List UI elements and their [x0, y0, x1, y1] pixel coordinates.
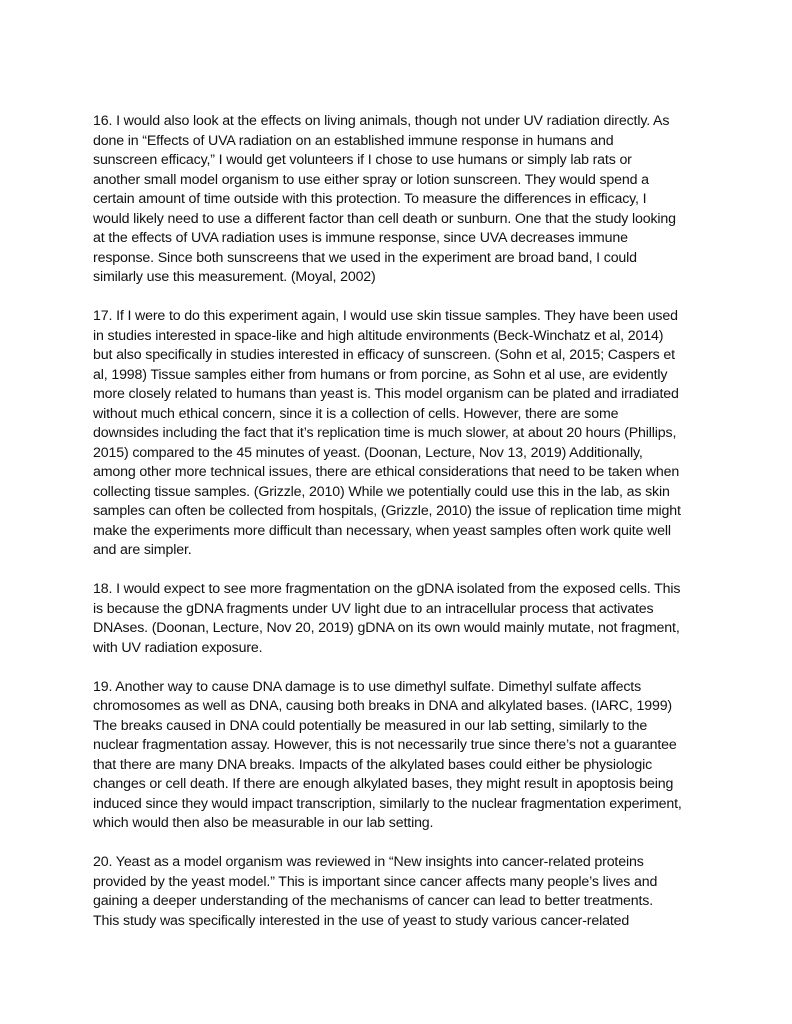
- text-line: another small model organism to use either spray or lotion sunscreen. They would spend a: [93, 171, 649, 188]
- paragraph-19: [93, 678, 713, 834]
- text-line: more closely related to humans than yeast is. This model organism can be plated and irradiated: [93, 386, 679, 402]
- text-line: without much ethical concern, since it is a collection of cells. However, there are some: [93, 405, 619, 422]
- paragraph-16: [93, 112, 713, 288]
- paragraph-18: [93, 580, 713, 658]
- text-line: 16. I would also look at the effects on living animals, though not under UV radiation directly. As: [93, 113, 670, 129]
- text-line: The breaks caused in DNA could potentially be measured in our lab setting, similarly to the: [93, 717, 648, 734]
- text-line: induced since they would impact transcription, similarly to the nuclear fragmentation experiment,: [93, 795, 682, 812]
- text-line: that there are many DNA breaks. Impacts of the alkylated bases could either be physiologic: [93, 756, 653, 773]
- text-line: and are simpler.: [93, 542, 192, 558]
- text-line: with UV radiation exposure.: [93, 639, 263, 656]
- text-line: DNAses. (Doonan, Lecture, Nov 20, 2019) gDNA on its own would mainly mutate, not fragment,: [93, 620, 680, 636]
- text-line: nuclear fragmentation assay. However, this is not necessarily true since there’s not a guarantee: [93, 737, 677, 753]
- text-line: changes or cell death. If there are enough alkylated bases, they might result in apoptosis being: [93, 776, 674, 792]
- text-line: response. Since both sunscreens that we used in the experiment are broad band, I could: [93, 249, 637, 266]
- text-line: samples can often be collected from hospitals, (Grizzle, 2010) the issue of replication time might: [93, 503, 681, 519]
- text-line: but also specifically in studies interested in efficacy of sunscreen. (Sohn et al, 2015; Caspers et: [93, 347, 675, 363]
- text-line: done in “Effects of UVA radiation on an established immune response in humans and: [93, 132, 614, 149]
- text-line: is because the gDNA fragments under UV light due to an intracellular process that activates: [93, 600, 654, 617]
- text-line: make the experiments more difficult than necessary, when yeast samples often work quite well: [93, 522, 671, 539]
- text-line: would likely need to use a different factor than cell death or sunburn. One that the study looking: [93, 210, 676, 227]
- text-line: which would then also be measurable in our lab setting.: [93, 815, 434, 831]
- text-line: sunscreen efficacy,” I would get volunteers if I chose to use humans or simply lab rats or: [93, 152, 632, 168]
- text-line: in studies interested in space-like and high altitude environments (Beck-Winchatz et al, 2014): [93, 327, 664, 344]
- text-line: 2015) compared to the 45 minutes of yeast. (Doonan, Lecture, Nov 13, 2019) Additionally,: [93, 444, 643, 461]
- text-line: 19. Another way to cause DNA damage is to use dimethyl sulfate. Dimethyl sulfate affects: [93, 678, 642, 695]
- text-line: This study was specifically interested in the use of yeast to study various cancer-related: [93, 912, 630, 929]
- text-line: chromosomes as well as DNA, causing both breaks in DNA and alkylated bases. (IARC, 1999): [93, 698, 673, 714]
- paragraph-20: [93, 853, 713, 931]
- text-line: certain amount of time outside with this protection. To measure the differences in efficacy, I: [93, 191, 647, 207]
- text-line: collecting tissue samples. (Grizzle, 2010) While we potentially could use this in the lab, as skin: [93, 483, 670, 500]
- text-line: provided by the yeast model.” This is important since cancer affects many people’s lives and: [93, 873, 658, 890]
- paragraph-17: [93, 307, 713, 561]
- text-line: at the effects of UVA radiation uses is immune response, since UVA decreases immune: [93, 230, 628, 246]
- document-page: [93, 112, 713, 951]
- text-line: al, 1998) Tissue samples either from humans or from porcine, as Sohn et al use, are evidently: [93, 366, 668, 383]
- text-line: similarly use this measurement. (Moyal, 2002): [93, 269, 376, 285]
- text-line: 18. I would expect to see more fragmentation on the gDNA isolated from the exposed cells. This: [93, 581, 681, 597]
- text-line: among other more technical issues, there are ethical considerations that need to be taken when: [93, 464, 680, 480]
- text-line: 17. If I were to do this experiment again, I would use skin tissue samples. They have been used: [93, 308, 678, 324]
- text-line: downsides including the fact that it’s replication time is much slower, at about 20 hours (Phillips,: [93, 425, 677, 441]
- text-line: 20. Yeast as a model organism was reviewed in “New insights into cancer-related proteins: [93, 854, 644, 870]
- text-line: gaining a deeper understanding of the mechanisms of cancer can lead to better treatments.: [93, 893, 654, 909]
